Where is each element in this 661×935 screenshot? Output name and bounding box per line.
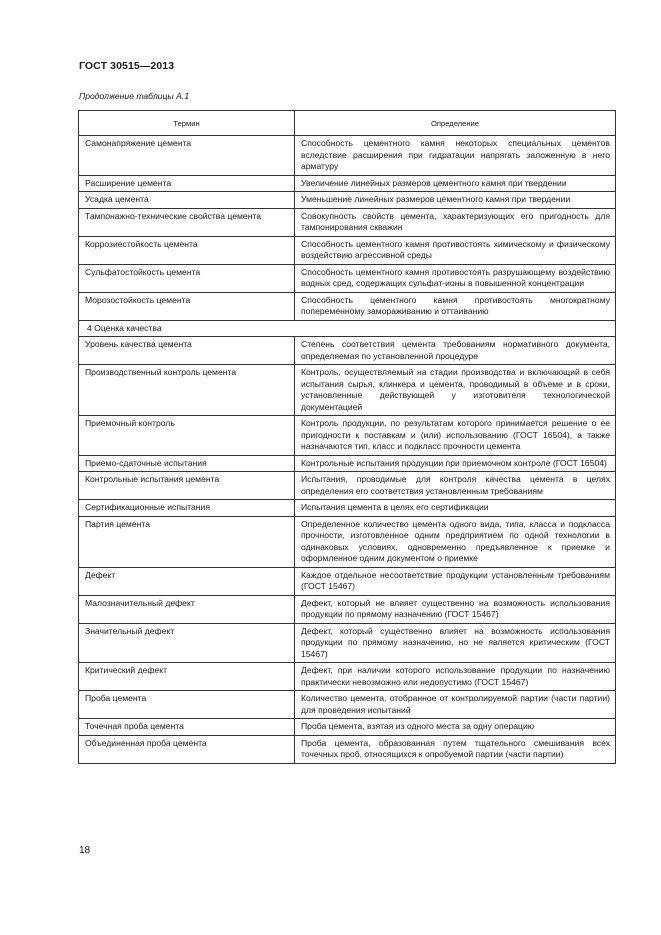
term-cell: Усадка цемента — [79, 192, 295, 209]
definition-cell: Контрольные испытания продукции при приемочном контроле (ГОСТ 16504) — [295, 455, 616, 472]
column-header-definition: Определение — [295, 111, 616, 136]
terms-table — [78, 110, 616, 764]
definition-cell: Испытания, проводимые для контроля качества цемента в целях определения его соответствия установленным требованиям — [295, 472, 616, 500]
table-row — [79, 623, 616, 663]
document-code: ГОСТ 30515—2013 — [79, 60, 175, 72]
table-row — [79, 264, 616, 292]
table-row — [79, 136, 616, 176]
definition-cell: Контроль, осуществляемый на стадии производства и включающий в себя испытания сырья, клинкера и цемента, проводимый в объеме и в сроки, установленные действующей у изготовителя технологической документацией — [295, 365, 616, 416]
table-row — [79, 192, 616, 209]
table-row — [79, 691, 616, 719]
table-row — [79, 500, 616, 517]
table-row — [79, 175, 616, 192]
term-cell: Расширение цемента — [79, 175, 295, 192]
table-row — [79, 416, 616, 456]
definition-cell: Способность цементного камня противостоять химическому и физическому воздействию агрессивной среды — [295, 236, 616, 264]
definition-cell: Способность цементного камня противостоять многократному попеременному замораживанию и оттаиванию — [295, 292, 616, 320]
term-cell: Сертификационные испытания — [79, 500, 295, 517]
table-row — [79, 663, 616, 691]
term-cell: Партия цемента — [79, 516, 295, 567]
section-heading: 4 Оценка качества — [79, 320, 616, 337]
table-row — [79, 236, 616, 264]
term-cell: Объединенная проба цемента — [79, 735, 295, 763]
definition-cell: Проба цемента, взятая из одного места за одну операцию — [295, 719, 616, 736]
term-cell: Тампонажно-технические свойства цемента — [79, 208, 295, 236]
definition-cell: Контроль продукции, по результатам которого принимается решение о ее пригодности к поставкам и (или) использованию (ГОСТ 16504), а также назначаются тип, класс и подкласс прочности цемента — [295, 416, 616, 456]
column-header-term: Термин — [79, 111, 295, 136]
term-cell: Приемочный контроль — [79, 416, 295, 456]
term-cell: Дефект — [79, 567, 295, 595]
definition-cell: Совокупность свойств цемента, характеризующих его пригодность для тампонирования скважин — [295, 208, 616, 236]
definition-cell: Способность цементного камня некоторых специальных цементов вследствие расширения при гидратации напрягать заложенную в него арматуру — [295, 136, 616, 176]
definition-cell: Проба цемента, образованная путем тщательного смешивания всех точечных проб, относящихся к опробуемой партии (части партии) — [295, 735, 616, 763]
table-row — [79, 365, 616, 416]
table-row — [79, 735, 616, 763]
term-cell: Самонапряжение цемента — [79, 136, 295, 176]
page-number: 18 — [79, 845, 91, 856]
definition-cell: Степень соответствия цемента требованиям нормативного документа, определяемая по установленной процедуре — [295, 337, 616, 365]
table-row — [79, 455, 616, 472]
definition-cell: Дефект, при наличии которого использование продукции по назначению практически невозможно или недопустимо (ГОСТ 15467) — [295, 663, 616, 691]
term-cell: Приемо-сдаточные испытания — [79, 455, 295, 472]
table-row — [79, 337, 616, 365]
table-row — [79, 567, 616, 595]
table-row — [79, 516, 616, 567]
table-row — [79, 292, 616, 320]
term-cell: Контрольные испытания цемента — [79, 472, 295, 500]
definition-cell: Испытания цемента в целях его сертификации — [295, 500, 616, 517]
term-cell: Критический дефект — [79, 663, 295, 691]
table-caption: Продолжение таблицы А.1 — [79, 91, 189, 101]
table-section-row — [79, 320, 616, 337]
term-cell: Морозостойкость цемента — [79, 292, 295, 320]
definition-cell: Дефект, который не влияет существенно на возможность использования продукции по прямому назначению (ГОСТ 15467) — [295, 595, 616, 623]
term-cell: Коррозиестойкость цемента — [79, 236, 295, 264]
table-row — [79, 719, 616, 736]
term-cell: Точечная проба цемента — [79, 719, 295, 736]
definition-cell: Количество цемента, отобранное от контролируемой партии (части партии) для проведения испытаний — [295, 691, 616, 719]
term-cell: Проба цемента — [79, 691, 295, 719]
term-cell: Малозначительный дефект — [79, 595, 295, 623]
term-cell: Значительный дефект — [79, 623, 295, 663]
definition-cell: Дефект, который существенно влияет на возможность использования продукции по прямому назначению, но не является критическим (ГОСТ 15467) — [295, 623, 616, 663]
definition-cell: Определенное количество цемента одного вида, типа, класса и подкласса прочности, изготовленное одним предприятием по одной технологии в одинаковых условиях, одновременно предъявленное к приемке и оформленное одним документом о приемке — [295, 516, 616, 567]
table-row — [79, 208, 616, 236]
definition-cell: Способность цементного камня противостоять разрушающему воздействию водных сред, содержащих сульфат-ионы в повышенной концентрации — [295, 264, 616, 292]
definition-cell: Уменьшение линейных размеров цементного камня при твердении — [295, 192, 616, 209]
term-cell: Уровень качества цемента — [79, 337, 295, 365]
table-header-row — [79, 111, 616, 136]
table-body — [79, 136, 616, 764]
term-cell: Сульфатостойкость цемента — [79, 264, 295, 292]
table-row — [79, 472, 616, 500]
term-cell: Производственный контроль цемента — [79, 365, 295, 416]
definition-cell: Каждое отдельное несоответствие продукции установленным требованиям (ГОСТ 15467) — [295, 567, 616, 595]
definition-cell: Увеличение линейных размеров цементного камня при твердении — [295, 175, 616, 192]
table-row — [79, 595, 616, 623]
